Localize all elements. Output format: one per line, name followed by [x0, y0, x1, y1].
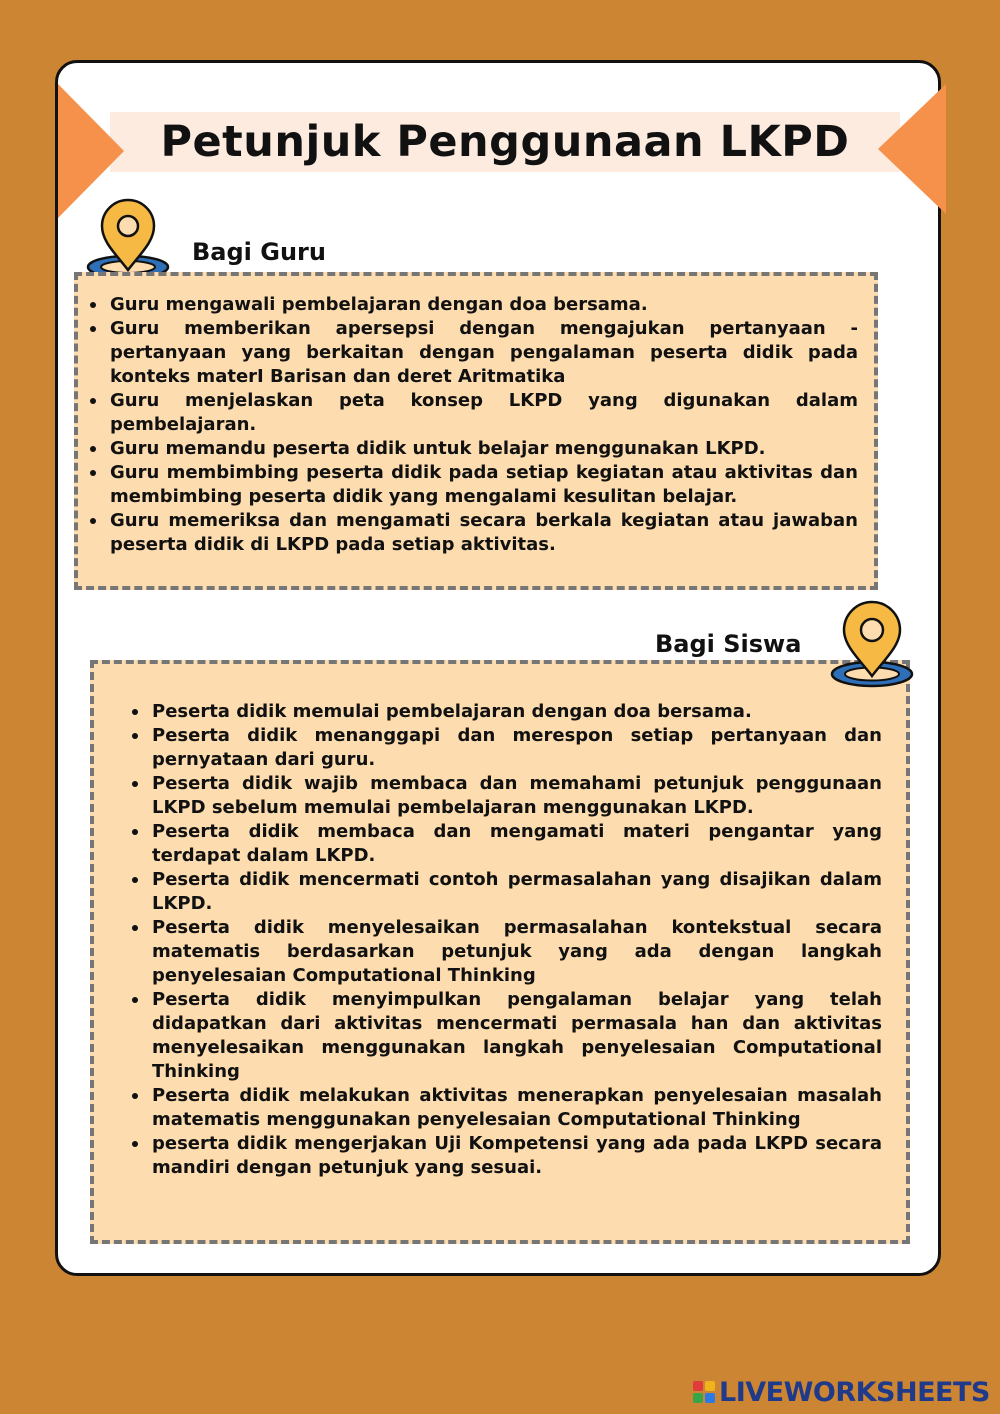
page-title: Petunjuk Penggunaan LKPD — [160, 117, 850, 167]
location-pin-icon — [828, 598, 916, 692]
siswa-list — [130, 700, 882, 1180]
list-item: Peserta didik mencermati contoh permasalahan yang disajikan dalam LKPD. — [130, 868, 882, 916]
list-item: Peserta didik memulai pembelajaran dengan doa bersama. — [130, 700, 882, 724]
list-item: Peserta didik wajib membaca dan memahami petunjuk penggunaan LKPD sebelum memulai pembelajaran menggunakan LKPD. — [130, 772, 882, 820]
liveworksheets-logo-icon — [693, 1381, 715, 1403]
list-item: Peserta didik menyimpulkan pengalaman belajar yang telah didapatkan dari aktivitas mencermati permasala han dan aktivitas menyelesaikan menggunakan langkah penyelesaian Computational Thinking — [130, 988, 882, 1084]
siswa-box — [90, 660, 910, 1244]
list-item: peserta didik mengerjakan Uji Kompetensi yang ada pada LKPD secara mandiri dengan petunjuk yang sesuai. — [130, 1132, 882, 1180]
list-item: Peserta didik menyelesaikan permasalahan kontekstual secara matematis berdasarkan petunjuk yang ada dengan langkah penyelesaian Computational Thinking — [130, 916, 882, 988]
list-item: Guru membimbing peserta didik pada setiap kegiatan atau aktivitas dan membimbing peserta didik yang mengalami kesulitan belajar. — [88, 461, 858, 509]
liveworksheets-watermark — [693, 1376, 990, 1408]
siswa-heading: Bagi Siswa — [655, 630, 802, 658]
list-item: Guru memberikan apersepsi dengan mengajukan pertanyaan - pertanyaan yang berkaitan dengan pengalaman peserta didik pada konteks materI Barisan dan deret Aritmatika — [88, 317, 858, 389]
list-item: Peserta didik menanggapi dan merespon setiap pertanyaan dan pernyataan dari guru. — [130, 724, 882, 772]
guru-heading: Bagi Guru — [192, 238, 326, 266]
guru-list — [88, 293, 858, 557]
location-pin-icon — [84, 196, 172, 284]
guru-box — [74, 272, 878, 590]
list-item: Guru memandu peserta didik untuk belajar menggunakan LKPD. — [88, 437, 858, 461]
list-item: Guru menjelaskan peta konsep LKPD yang digunakan dalam pembelajaran. — [88, 389, 858, 437]
list-item: Guru mengawali pembelajaran dengan doa bersama. — [88, 293, 858, 317]
list-item: Guru memeriksa dan mengamati secara berkala kegiatan atau jawaban peserta didik di LKPD pada setiap aktivitas. — [88, 509, 858, 557]
list-item: Peserta didik melakukan aktivitas menerapkan penyelesaian masalah matematis menggunakan penyelesaian Computational Thinking — [130, 1084, 882, 1132]
list-item: Peserta didik membaca dan mengamati materi pengantar yang terdapat dalam LKPD. — [130, 820, 882, 868]
watermark-text: LIVEWORKSHEETS — [719, 1376, 990, 1408]
